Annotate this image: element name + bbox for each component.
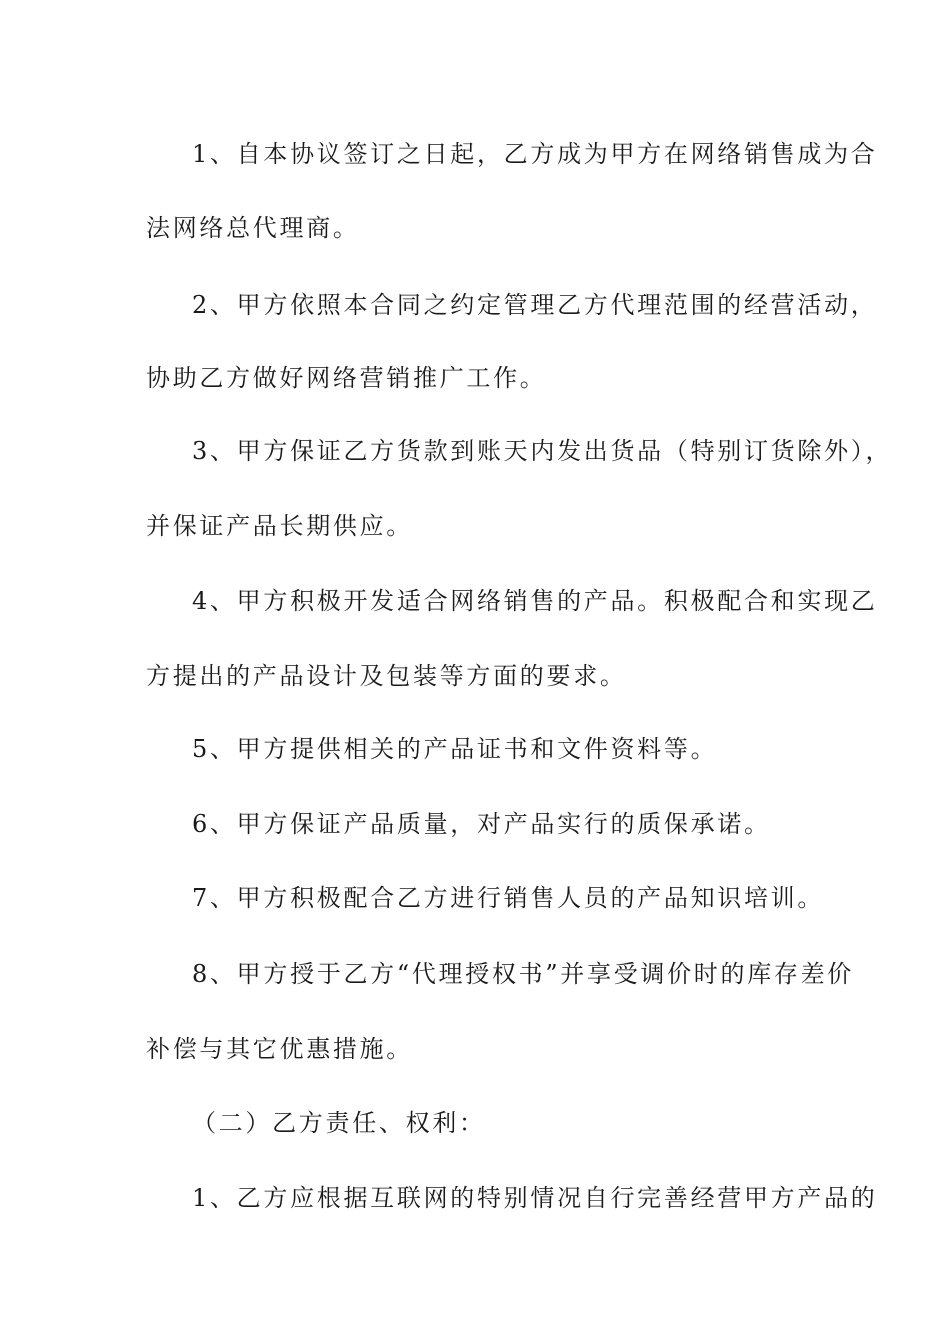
clause-7-line: 7、甲方积极配合乙方进行销售人员的产品知识培训。 xyxy=(192,884,825,912)
clause-1-line-1: 1、自本协议签订之日起，乙方成为甲方在网络销售成为合 xyxy=(192,140,878,168)
clause-3-line-2: 并保证产品长期供应。 xyxy=(146,512,413,540)
clause-5-line: 5、甲方提供相关的产品证书和文件资料等。 xyxy=(192,735,718,763)
party-b-clause-1-line-1: 1、乙方应根据互联网的特别情况自行完善经营甲方产品的 xyxy=(192,1184,878,1212)
section-heading-party-b: （二）乙方责任、权利： xyxy=(192,1109,486,1137)
clause-1-line-2: 法网络总代理商。 xyxy=(146,214,360,242)
clause-8-line-2: 补偿与其它优惠措施。 xyxy=(146,1035,413,1063)
clause-4-line-1: 4、甲方积极开发适合网络销售的产品。积极配合和实现乙 xyxy=(192,587,878,615)
clause-6-line: 6、甲方保证产品质量，对产品实行的质保承诺。 xyxy=(192,810,771,838)
clause-8-line-1: 8、甲方授于乙方“代理授权书”并享受调价时的库存差价 xyxy=(192,960,855,988)
clause-2-line-2: 协助乙方做好网络营销推广工作。 xyxy=(146,364,547,392)
clause-3-line-1: 3、甲方保证乙方货款到账天内发出货品（特别订货除外）， xyxy=(192,437,893,465)
clause-4-line-2: 方提出的产品设计及包装等方面的要求。 xyxy=(146,662,627,690)
clause-2-line-1: 2、甲方依照本合同之约定管理乙方代理范围的经营活动， xyxy=(192,291,878,319)
